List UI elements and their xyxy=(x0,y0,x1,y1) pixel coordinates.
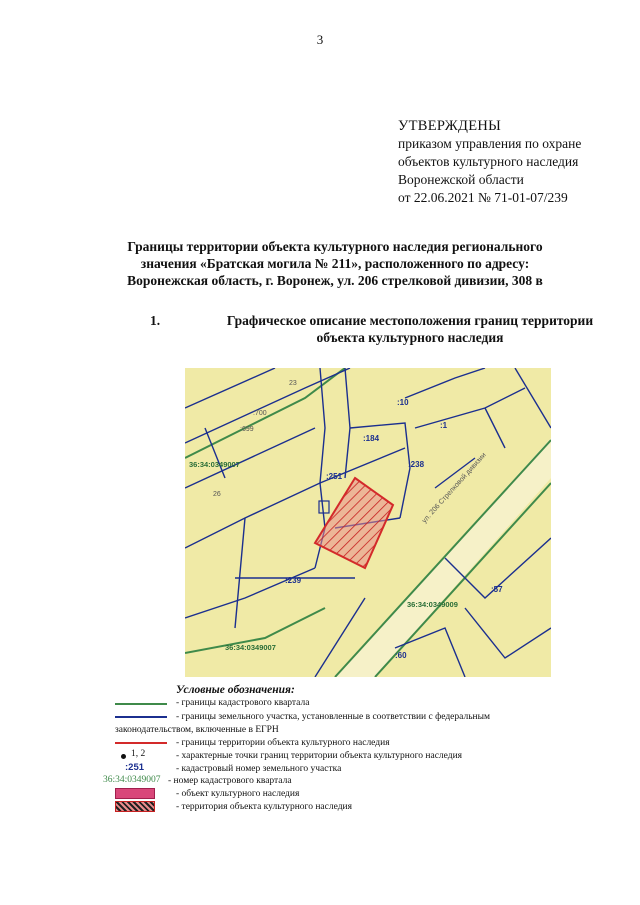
title-line-2: значения «Братская могила № 211», расположенного по адресу: xyxy=(140,256,530,271)
approval-line-3: Воронежской области xyxy=(398,172,524,187)
legend-item-quarter-number: - номер кадастрового квартала xyxy=(168,776,292,786)
map-label-57: :57 xyxy=(491,585,503,594)
legend xyxy=(0,684,640,814)
map-label-1: :1 xyxy=(440,421,448,430)
map-label-239: :239 xyxy=(285,576,302,585)
heritage-boundary-symbol xyxy=(115,742,167,744)
legend-item-points: - характерные точки границ территории объекта культурного наследия xyxy=(176,751,463,761)
parcel-number-symbol: :251 xyxy=(125,762,145,773)
heritage-object-symbol xyxy=(115,788,155,799)
small-parcel xyxy=(319,501,329,513)
quarter-label-1: 36:34:0349007 xyxy=(189,460,240,469)
map-label-699: :699 xyxy=(240,426,254,433)
map-drawing xyxy=(185,368,551,677)
map-label-23: 23 xyxy=(289,380,297,387)
map-label-251: :251 xyxy=(326,472,343,481)
map-label-238: :238 xyxy=(408,460,425,469)
legend-item-heritage-boundary: - границы территории объекта культурного наследия xyxy=(176,738,390,748)
map-label-60: :60 xyxy=(395,651,407,660)
title-line-3: Воронежская область, г. Воронеж, ул. 206 стрелковой дивизии, 308 в xyxy=(127,273,543,288)
document-title xyxy=(60,238,610,289)
legend-item-parcel-boundary: - границы земельного участка, установленные в соответствии с федеральным xyxy=(176,712,491,722)
quarter-boundary-symbol xyxy=(115,703,167,705)
approval-block xyxy=(398,117,581,207)
approval-line-4: от 22.06.2021 № 71-01-07/239 xyxy=(398,190,568,205)
section-line-1: Графическое описание местоположения границ территории xyxy=(226,313,594,328)
title-line-1: Границы территории объекта культурного наследия регионального xyxy=(127,239,543,254)
heritage-territory xyxy=(315,478,393,568)
approval-line-1: приказом управления по охране xyxy=(398,136,582,151)
quarter-number-symbol: 36:34:0349007 xyxy=(103,775,161,785)
quarter-label-2: 36:34:0349009 xyxy=(407,600,458,609)
legend-item-quarter-boundary: - границы кадастрового квартала xyxy=(176,698,310,708)
legend-item-heritage-territory: - территория объекта культурного наследия xyxy=(176,802,352,812)
point-dot-icon xyxy=(121,754,126,759)
page-number: 3 xyxy=(316,32,324,47)
section-number: 1. xyxy=(150,313,161,328)
legend-heading: Условные обозначения: xyxy=(176,684,295,696)
street-label: ул. 206 Стрелковой дивизии xyxy=(421,451,488,525)
approval-line-2: объектов культурного наследия xyxy=(398,154,579,169)
approval-title: УТВЕРЖДЕНЫ xyxy=(398,118,502,134)
map-label-700: :700 xyxy=(253,410,267,417)
section-line-2: объекта культурного наследия xyxy=(316,330,504,345)
heritage-territory-symbol xyxy=(115,801,155,812)
cadastral-map xyxy=(185,368,551,677)
map-label-10: :10 xyxy=(397,398,409,407)
points-symbol-label: 1, 2 xyxy=(131,749,146,759)
quarter-label-3: 36:34:0349007 xyxy=(225,643,276,652)
map-label-184: :184 xyxy=(363,434,380,443)
map-label-26: 26 xyxy=(213,491,221,498)
legend-item-heritage-object: - объект культурного наследия xyxy=(176,789,300,799)
legend-item-parcel-boundary-cont: законодательством, включенные в ЕГРН xyxy=(115,725,279,735)
legend-item-parcel-number: - кадастровый номер земельного участка xyxy=(176,764,342,774)
parcel-boundary-symbol xyxy=(115,716,167,718)
